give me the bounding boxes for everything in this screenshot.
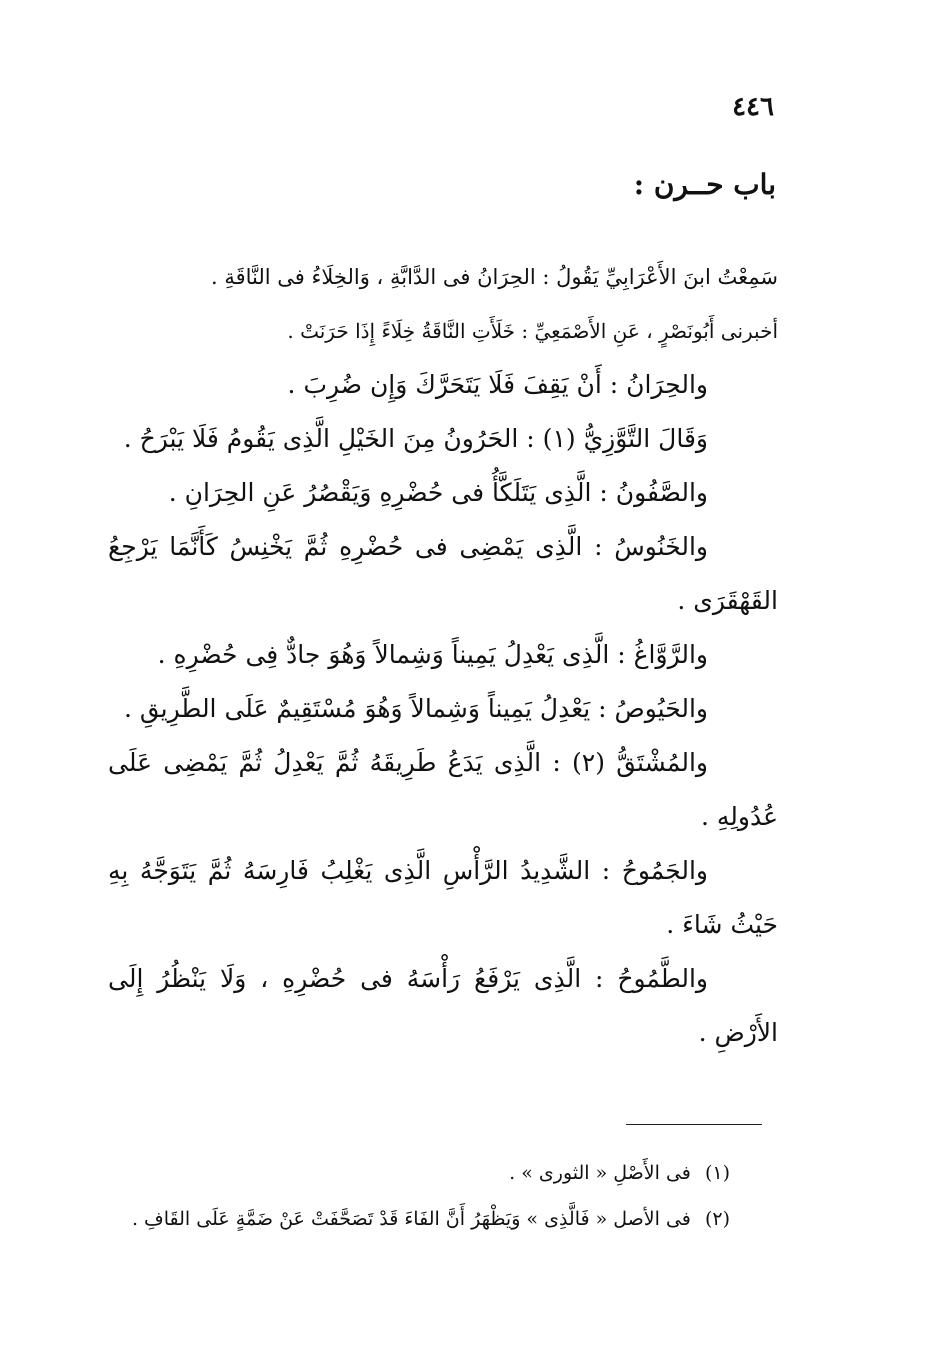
footnote-number: (٢) [704, 1208, 730, 1230]
paragraph: سَمِعْتُ ابنَ الأَعْرَابِيِّ يَقُولُ : الحِرَانُ فى الدَّابَّةِ ، وَالخِلَاءُ فى النَّاقَةِ . [211, 265, 778, 289]
main-text [108, 250, 778, 1060]
paragraph: والطَّمُوحُ : الَّذِى يَرْفَعُ رَأْسَهُ فى حُضْرِهِ ، وَلَا يَنْظُرُ إِلَى الأَرْضِ . [108, 964, 778, 1047]
page-number: ٤٤٦ [732, 92, 774, 122]
footnote-text: فى الأصل « فَالَّذِى » وَيَظْهَرُ أَنَّ الفَاءَ قَدْ تَصَحَّفَتْ عَنْ ضَمَّةٍ عَلَى القَافِ . [131, 1208, 691, 1230]
chapter-heading: باب حــرن : [633, 168, 776, 201]
footnote [100, 1196, 730, 1242]
paragraph: والجَمُوحُ : الشَّدِيدُ الرَّأْسِ الَّذِى يَغْلِبُ فَارِسَهُ ثُمَّ يَتَوَجَّهُ بِهِ حَيْثُ شَاءَ . [108, 856, 778, 939]
footnote-number: (١) [704, 1162, 730, 1184]
paragraph: والحِرَانُ : أَنْ يَقِفَ فَلَا يَتَحَرَّكَ وَإِن ضُرِبَ . [287, 370, 708, 399]
paragraph: والحَيُوصُ : يَعْدِلُ يَمِيناً وَشِمالاً وَهُوَ مُسْتَقِيمٌ عَلَى الطَّرِيقِ . [123, 694, 708, 723]
footnotes [100, 1150, 730, 1242]
footnote-divider [626, 1124, 762, 1125]
paragraph: والصَّفُونُ : الَّذِى يَتَلَكَّأُ فى حُضْرِهِ وَيَقْصُرُ عَنِ الحِرَانِ . [168, 478, 708, 507]
paragraph: أخبرنى أَبُونَصْرٍ ، عَنِ الأَصْمَعِيِّ : خَلَأَتِ النَّاقَةُ خِلَاءً إِذَا حَرَنَتْ . [287, 319, 778, 343]
footnote-text: فى الأَصْلِ « الثورى » . [509, 1162, 691, 1184]
paragraph: والخَنُوسُ : الَّذِى يَمْضِى فى حُضْرِهِ ثُمَّ يَخْنِسُ كَأَنَّمَا يَرْجِعُ القَهْقَرَى . [108, 532, 778, 615]
paragraph: والرَّوَّاغُ : الَّذِى يَعْدِلُ يَمِيناً وَشِمالاً وَهُوَ جادٌّ فِى حُضْرِهِ . [157, 640, 708, 669]
footnote [100, 1150, 730, 1196]
paragraph: وَقَالَ التَّوَّزِيُّ (١) : الحَرُونُ مِنَ الخَيْلِ الَّذِى يَقُومُ فَلَا يَبْرَحُ . [123, 424, 708, 453]
paragraph: والمُشْتَقُّ (٢) : الَّذِى يَدَعُ طَرِيقَهُ ثُمَّ يَعْدِلُ ثُمَّ يَمْضِى عَلَى عُدُولِهِ . [108, 748, 778, 831]
